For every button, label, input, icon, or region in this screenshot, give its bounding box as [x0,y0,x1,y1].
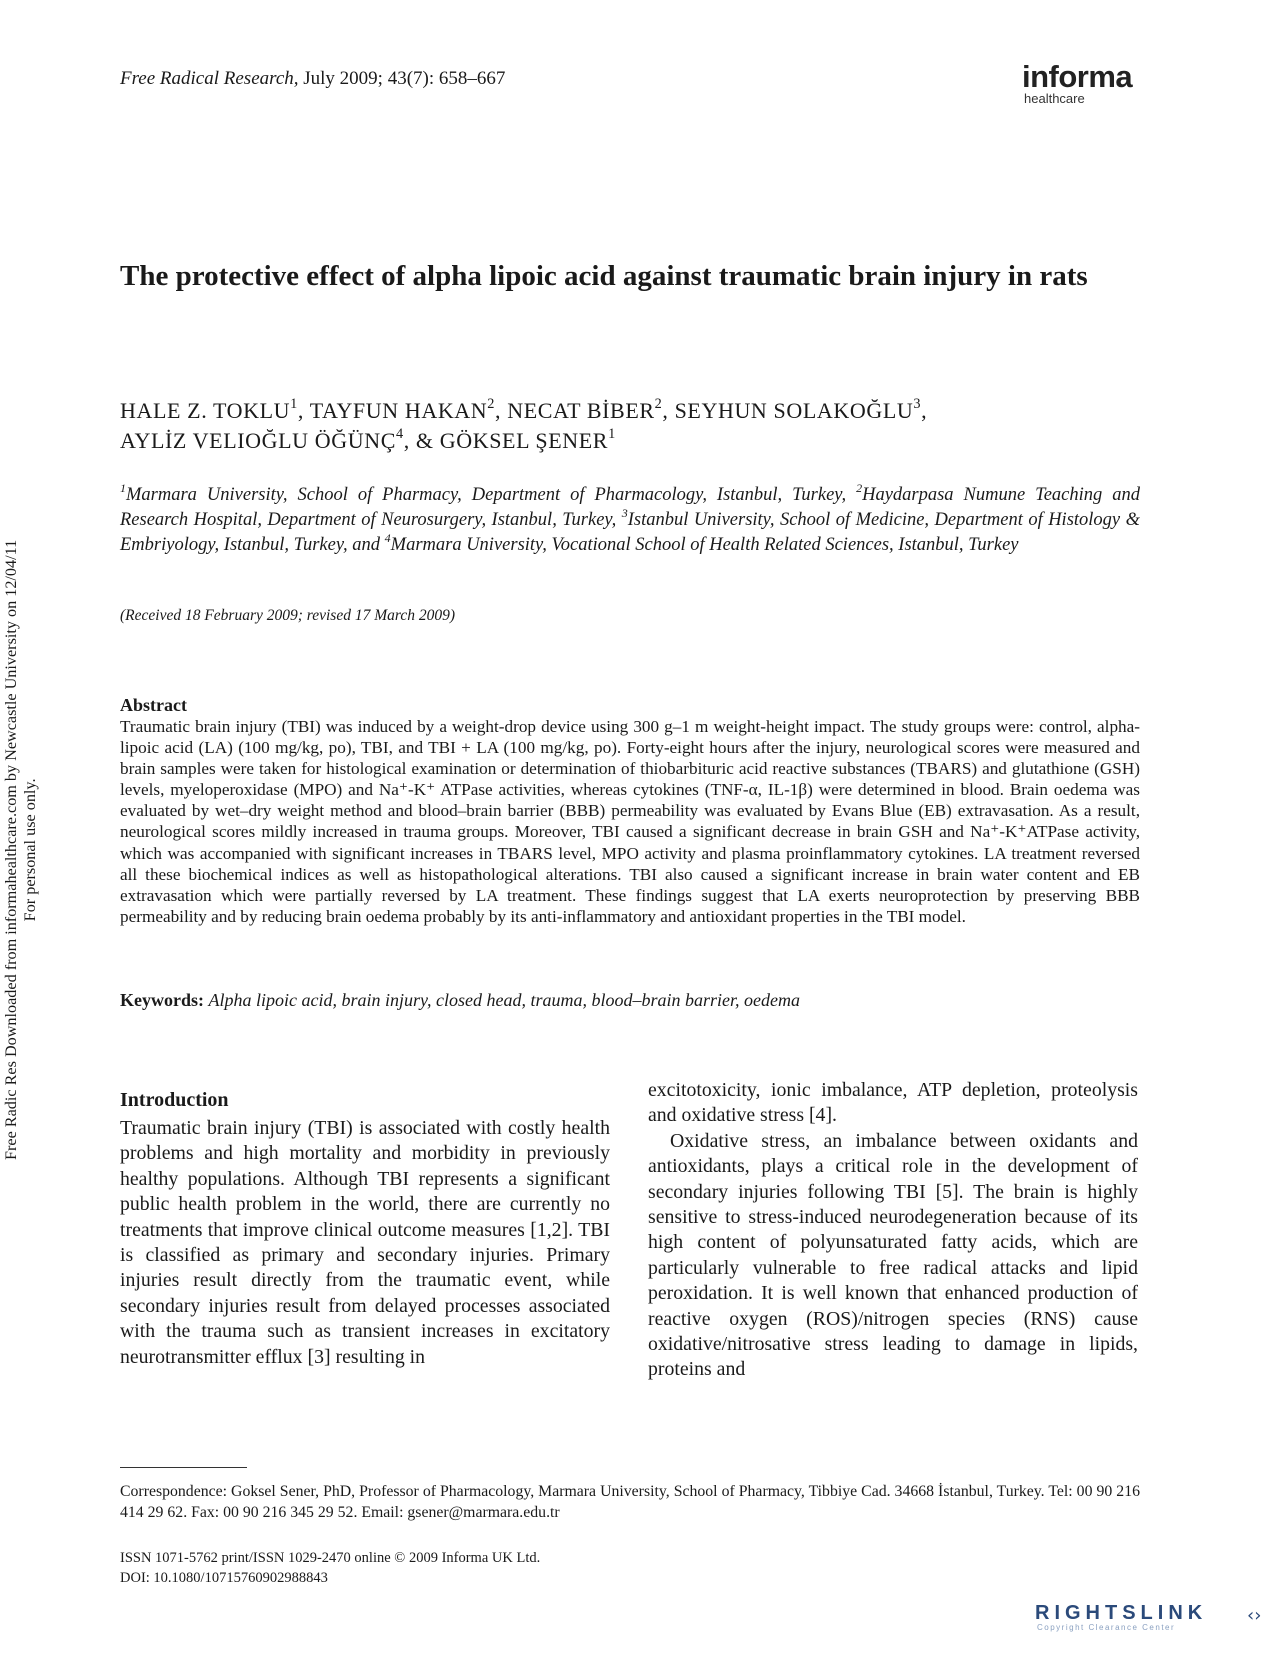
watermark-line: For personal use only. [21,778,39,922]
logo-subtitle: healthcare [1024,91,1085,106]
affiliations: $^1$Marmara University, School of Pharmacy, Department of Pharmacology, Istanbul, Turkey, $^2$Haydarpasa Numune Teaching and Research Hospital, Department of Neurosurgery, Istanbul, Turkey, $^3$Istanbul University, School of Medicine, Department of Histology & Embriyology, Istanbul, Turkey, and $^4$Marmara University, Vocational School of Health Related Sciences, Istanbul, Turkey [120,480,1140,555]
issn-block [120,1548,540,1588]
author: SEYHUN SOLAKOĞLU$^3$, [674,396,928,423]
introduction-heading: Introduction [120,1089,229,1111]
author: AYLİZ VELIOĞLU ÖĞÜNÇ$^4$, & [120,426,440,453]
logo-wordmark: informa [1022,59,1133,94]
rightslink-wordmark: RIGHTSLINK [1035,1602,1208,1624]
introduction-right-column [648,1078,1138,1383]
rightslink-logo [1035,1602,1265,1642]
abstract-heading: Abstract [120,695,187,715]
informa-logo [1022,59,1142,106]
received-dates: (Received 18 February 2009; revised 17 March 2009) [120,607,456,624]
author: TAYFUN HAKAN$^2$, [309,396,508,423]
paragraph: Oxidative stress, an imbalance between oxidants and antioxidants, plays a critical role in the development of secondary injuries following TBI [5]. The brain is highly sensitive to stress-induced neurodegeneration because of its high content of polyunsaturated fatty acids, which are particularly vulnerable to free radical attacks and lipid peroxidation. It is well known that enhanced production of reactive oxygen (ROS)/nitrogen species (RNS) cause oxidative/nitrosative stress leading to damage in lipids, proteins and [648,1129,1138,1381]
keywords-list: Alpha lipoic acid, brain injury, closed head, trauma, blood–brain barrier, oedema [208,990,800,1010]
doi-line: DOI: 10.1080/10715760902988843 [120,1570,328,1586]
introduction-left-column: Traumatic brain injury (TBI) is associated with costly health problems and high mortality and morbidity in previously healthy populations. Although TBI represents a significant public health problem in the world, there are currently no treatments that improve clinical outcome measures [1,2]. TBI is classified as primary and secondary injuries. Primary injuries result directly from the traumatic event, while secondary injuries result from delayed processes associated with the trauma such as transient increases in excitatory neurotransmitter efflux [3] resulting in [120,1117,610,1368]
author-list [120,396,1140,456]
keywords [120,990,1140,1011]
author: NECAT BİBER$^2$, [507,396,675,423]
author: GÖKSEL ŞENER$^1$ [439,426,616,453]
watermark-line: Free Radic Res Downloaded from informahealthcare.com by Newcastle University on 12/04/11 [2,539,20,1160]
author: HALE Z. TOKLU$^1$, [120,396,310,423]
journal-issue: July 2009; 43(7): 658–667 [298,68,506,89]
abstract-text: Traumatic brain injury (TBI) was induced by a weight-drop device using 300 g–1 m weight-height impact. The study groups were: control, alpha-lipoic acid (LA) (100 mg/kg, po), TBI, and TBI + LA (100 mg/kg, po). Forty-eight hours after the injury, neurological scores were measured and brain samples were taken for histological examination or determination of thiobarbituric acid reactive substances (TBARS) and glutathione (GSH) levels, myeloperoxidase (MPO) and Na⁺-K⁺ ATPase activities, whereas cytokines (TNF-α, IL-1β) were determined in blood. Brain oedema was evaluated by wet–dry weight method and blood–brain barrier (BBB) permeability was evaluated by Evans Blue (EB) extravasation. As a result, neurological scores mildly increased in trauma groups. Moreover, TBI caused a significant decrease in brain GSH and Na⁺-K⁺ATPase activity, which was accompanied with significant increases in TBARS level, MPO activity and plasma proinflammatory cytokines. LA treatment reversed all these biochemical indices as well as histopathological alterations. TBI also caused a significant increase in brain water content and EB extravasation which were partially reversed by LA treatment. These findings suggest that LA exerts neuroprotection by preserving BBB permeability and by reducing brain oedema probably by its anti-inflammatory and antioxidant properties in the TBI model. [120,717,1140,926]
journal-citation [120,68,505,90]
download-watermark [2,539,39,1180]
keywords-label: Keywords: [120,990,204,1010]
footnote-rule [120,1467,247,1468]
rightslink-subtitle: Copyright Clearance Center [1037,1623,1176,1632]
issn-line: ISSN 1071-5762 print/ISSN 1029-2470 online © 2009 Informa UK Ltd. [120,1550,541,1566]
chevron-arrows-icon: ‹› [1247,1605,1262,1626]
paragraph: excitotoxicity, ionic imbalance, ATP depletion, proteolysis and oxidative stress [4]. [648,1079,1138,1127]
journal-name: Free Radical Research, [120,68,299,89]
correspondence-note: Correspondence: Goksel Sener, PhD, Professor of Pharmacology, Marmara University, School of Pharmacy, Tibbiye Cad. 34668 İstanbul, Turkey. Tel: 00 90 216 414 29 62. Fax: 00 90 216 345 29 52. Email: gsener@marmara.edu.tr [120,1483,1140,1521]
article-title: The protective effect of alpha lipoic acid against traumatic brain injury in rats [120,260,1088,292]
